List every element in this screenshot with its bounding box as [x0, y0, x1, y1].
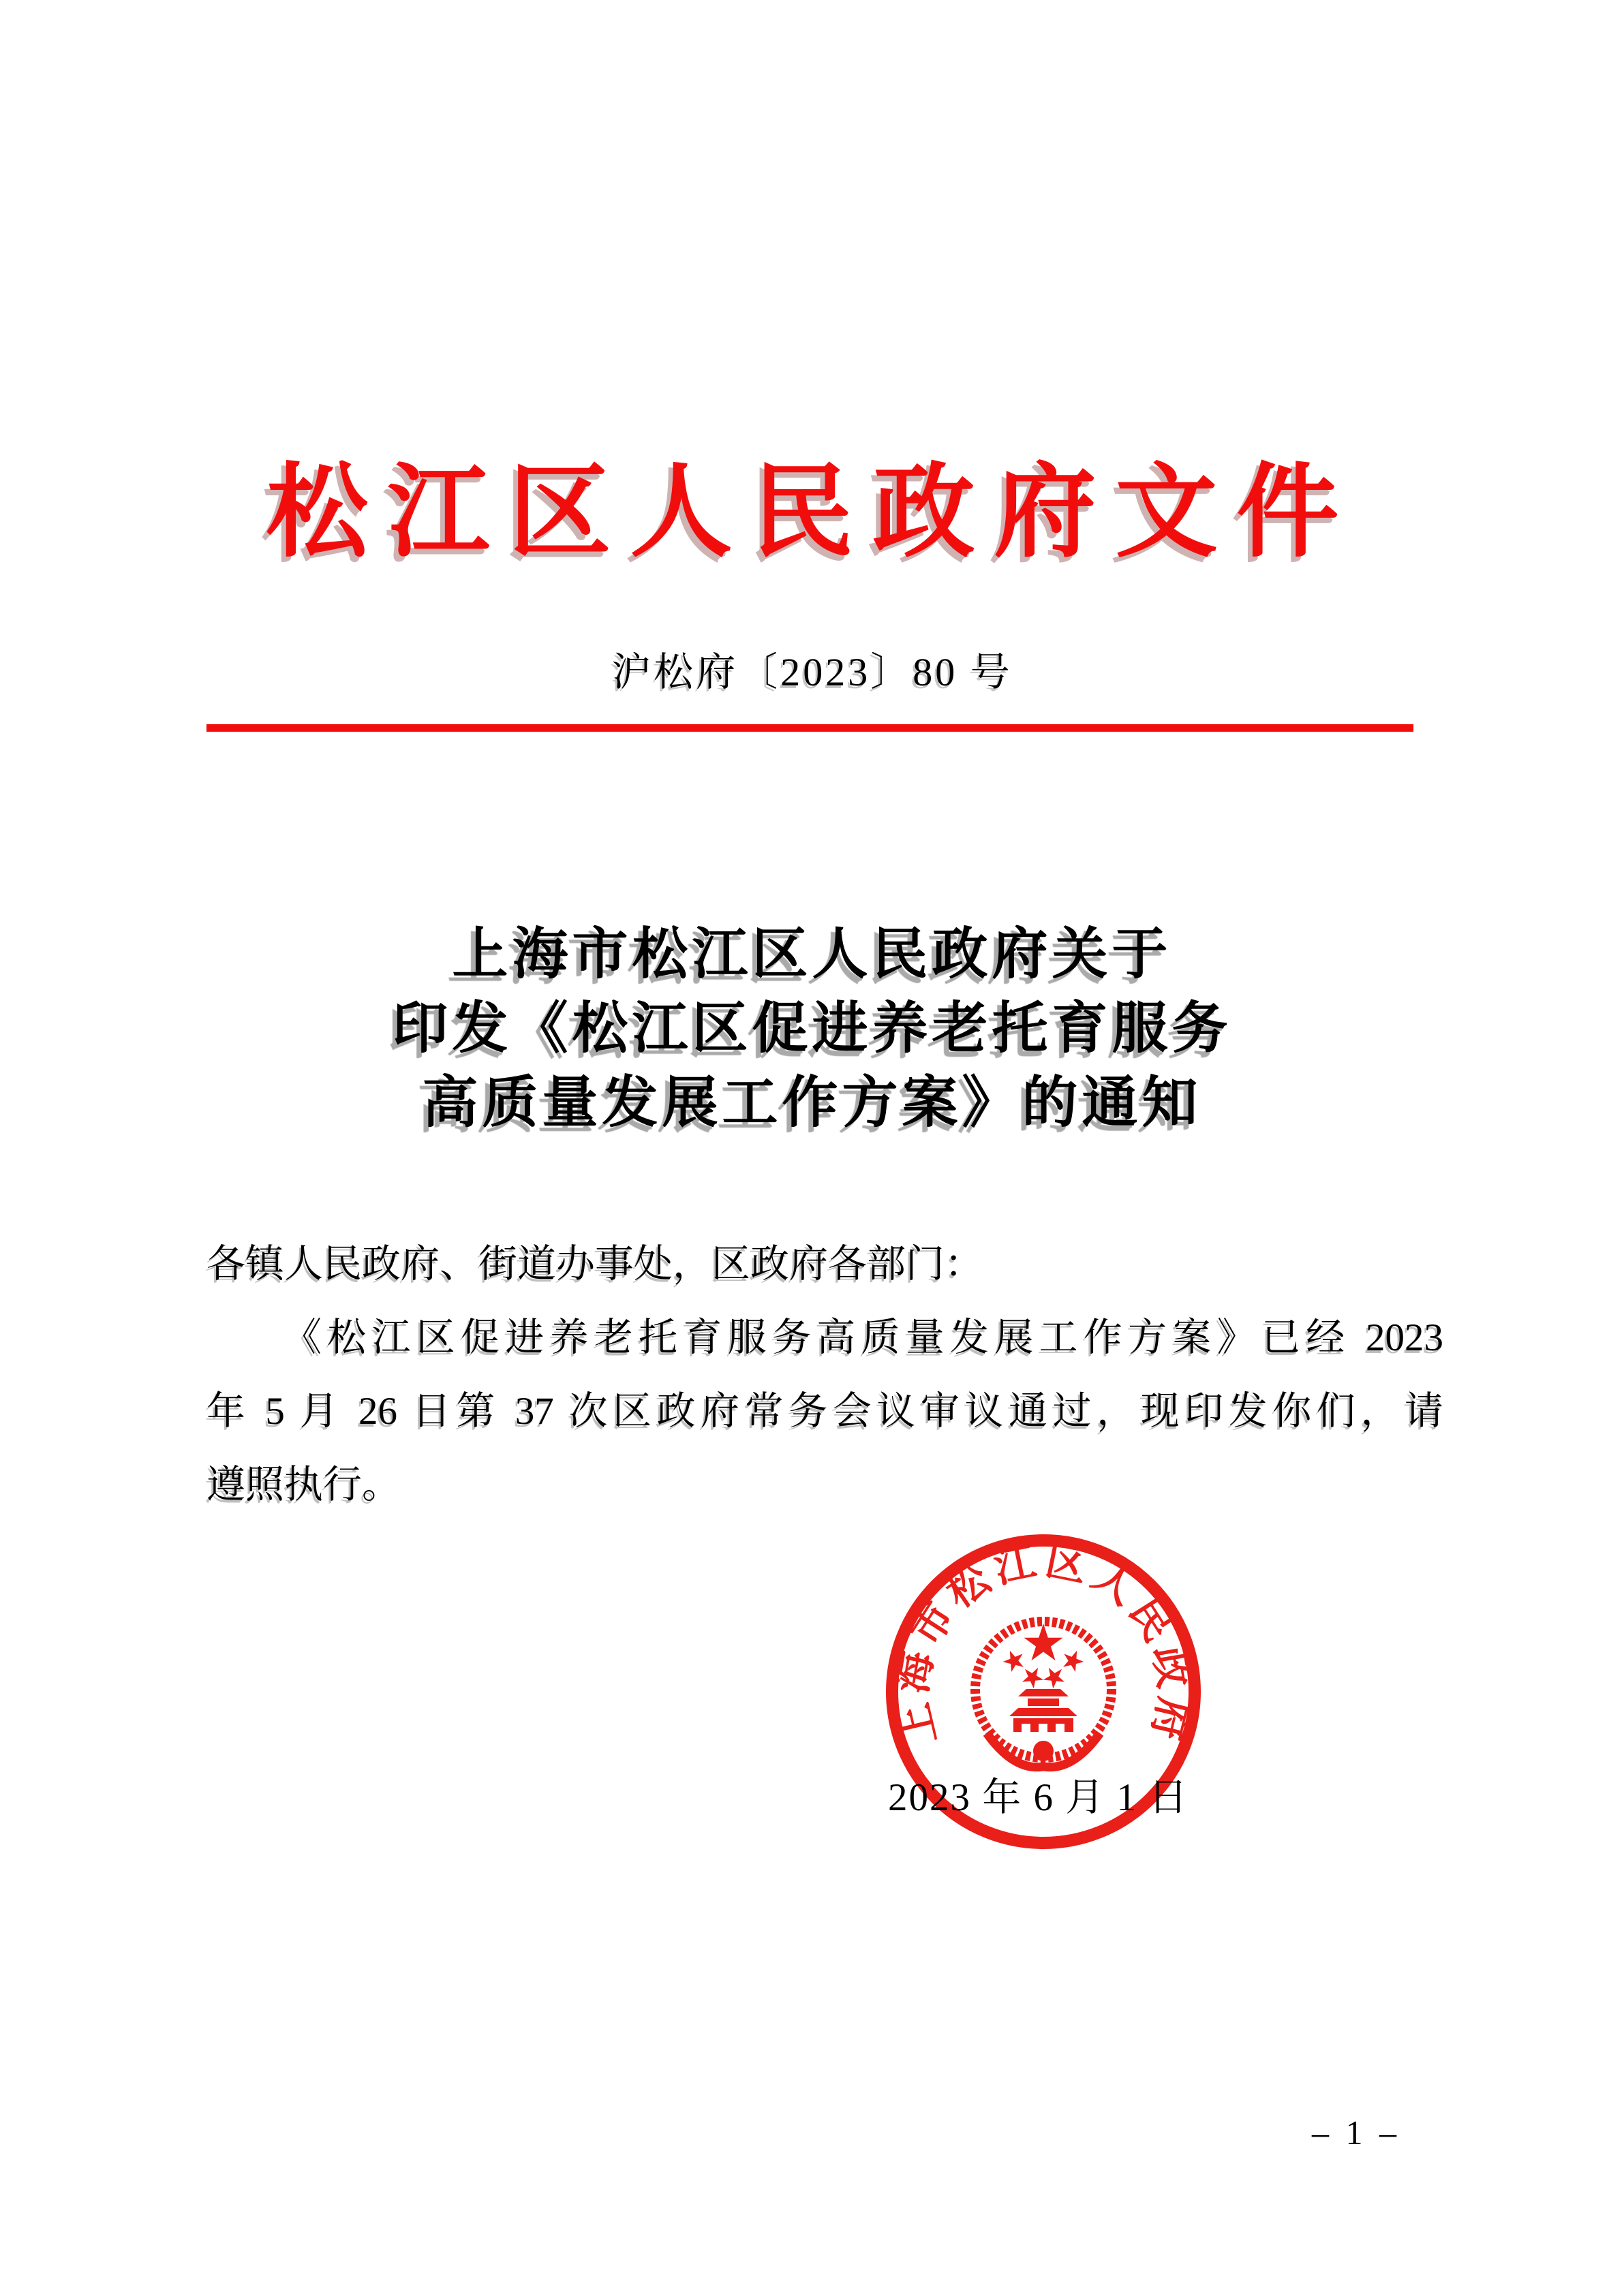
masthead-title: 松江区人民政府文件: [266, 456, 1358, 570]
small-star-icon: [1000, 1647, 1027, 1673]
masthead-divider-line: [206, 724, 1413, 732]
big-star-icon: [1024, 1624, 1063, 1660]
body-line-2: 年 5 月 26 日第 37 次区政府常务会议审议通过，现印发你们，请: [206, 1390, 1443, 1433]
body-line-3: 遵照执行。: [206, 1463, 401, 1506]
small-star-icon: [1059, 1647, 1086, 1673]
seal-arc-text: 上海市松江区人民政府: [889, 1538, 1197, 1750]
notice-title-line-1: 上海市松江区人民政府关于: [452, 923, 1172, 985]
tiananmen-icon: [1009, 1689, 1077, 1732]
emblem-gear: [1033, 1741, 1054, 1761]
document-number: 沪松府〔2023〕80 号: [611, 650, 1013, 694]
notice-title-line-2: 印发《松江区促进养老托育服务: [392, 997, 1232, 1059]
salutation-line: 各镇人民政府、街道办事处，区政府各部门：: [206, 1243, 983, 1286]
issue-date: 2023 年 6 月 1 日: [888, 1776, 1189, 1819]
notice-title-line-3: 高质量发展工作方案》的通知: [422, 1072, 1202, 1134]
notice-title: [0, 917, 1624, 1140]
body-line-1: 《松江区促进养老托育服务高质量发展工作方案》已经 2023: [283, 1316, 1443, 1359]
national-emblem-icon: [975, 1622, 1112, 1767]
page-number: – 1 –: [1312, 2113, 1400, 2152]
notice-body: [206, 1228, 1443, 1522]
